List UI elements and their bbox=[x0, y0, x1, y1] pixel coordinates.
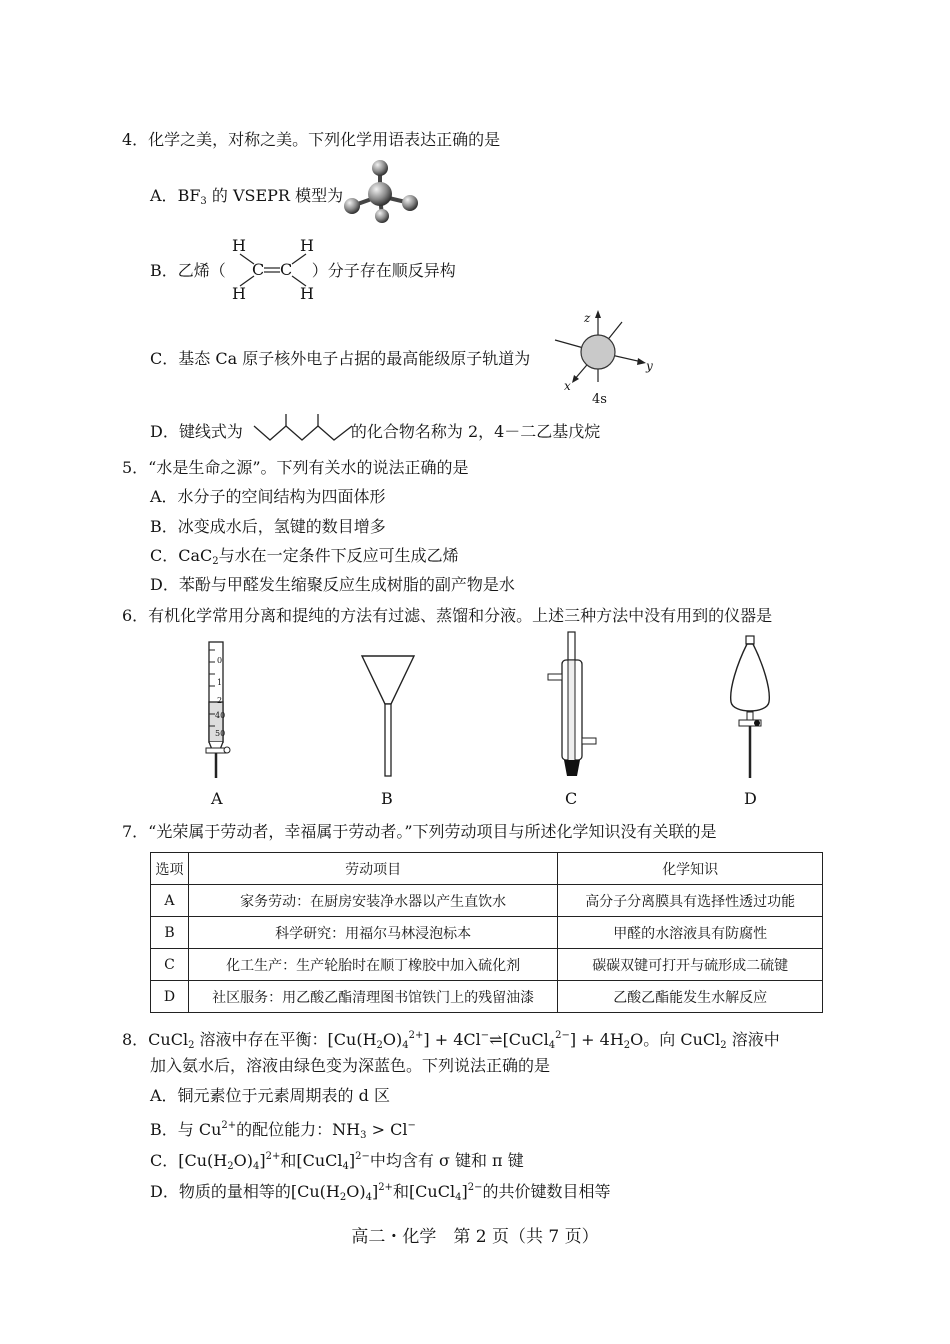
row-label: D bbox=[151, 981, 189, 1013]
q8-stem-line1: 8．CuCl$_2$ 溶液中存在平衡：$[Cu(H_2O)_4^{2+}]$ + 4Cl−⇌[CuCl$_4^{2-}$] + $4H_2O$。向 CuCl$_2$ 溶液中 bbox=[122, 1030, 780, 1051]
skeletal-formula-icon bbox=[252, 414, 358, 446]
row-labor: 科学研究：用福尔马林浸泡标本 bbox=[188, 917, 557, 949]
q6-label-a: A bbox=[211, 789, 223, 808]
burette-mark-50: 50 bbox=[215, 729, 226, 738]
row-labor: 社区服务：用乙酸乙酯清理图书馆铁门上的残留油漆 bbox=[188, 981, 557, 1013]
q8-option-a: A．铜元素位于元素周期表的 d 区 bbox=[150, 1086, 390, 1105]
table-row bbox=[151, 885, 823, 917]
page-footer: 高二・化学 第 2 页（共 7 页） bbox=[351, 1227, 599, 1247]
row-knowledge: 乙酸乙酯能发生水解反应 bbox=[558, 981, 823, 1013]
q4-stem: 4．化学之美，对称之美。下列化学用语表达正确的是 bbox=[122, 130, 501, 149]
q8-stem-line2: 加入氨水后，溶液由绿色变为深蓝色。下列说法正确的是 bbox=[150, 1056, 551, 1075]
q6-label-c: C bbox=[565, 789, 578, 808]
row-knowledge: 甲醛的水溶液具有防腐性 bbox=[558, 917, 823, 949]
q4-option-c: C．基态 Ca 原子核外电子占据的最高能级原子轨道为 bbox=[150, 349, 531, 368]
ethylene-structure: H H C C H H bbox=[232, 236, 314, 303]
row-knowledge: 碳碳双键可打开与硫形成二硫键 bbox=[558, 949, 823, 981]
q8-option-b: B．与 $Cu^{2+}$的配位能力：$NH_3 > Cl^-$ bbox=[150, 1120, 416, 1141]
q8-option-d: D．物质的量相等的$[Cu(H_2O)_4]^{2+}$和[CuCl$_4$]$^{2-}$的共价键数目相等 bbox=[150, 1182, 611, 1203]
table-row bbox=[151, 981, 823, 1013]
labor-knowledge-table bbox=[150, 852, 823, 1013]
row-knowledge: 高分子分离膜具有选择性透过功能 bbox=[558, 885, 823, 917]
orbital-4s-diagram: z y x 4s bbox=[550, 310, 660, 410]
q6-label-d: D bbox=[744, 789, 757, 808]
funnel-icon bbox=[360, 654, 416, 780]
q5-option-b: B．冰变成水后，氢键的数目增多 bbox=[150, 517, 386, 536]
q6-stem: 6．有机化学常用分离和提纯的方法有过滤、蒸馏和分液。上述三种方法中没有用到的仪器是 bbox=[122, 606, 773, 625]
burette-mark-0: 0 bbox=[217, 656, 223, 665]
q6-label-b: B bbox=[381, 789, 393, 808]
q4-option-d: D．键线式为 的化合物名称为 2，4－二乙基戊烷 bbox=[150, 422, 601, 441]
burette-mark-2: 2 bbox=[217, 696, 223, 705]
vsepr-model-icon bbox=[340, 158, 424, 228]
q5-option-a: A．水分子的空间结构为四面体形 bbox=[150, 487, 386, 506]
q8-option-c: C．$[Cu(H_2O)_4]^{2+}$和[CuCl$_4$]$^{2-}$中均含有 σ 键和 π 键 bbox=[150, 1151, 524, 1172]
q5-option-d: D．苯酚与甲醛发生缩聚反应生成树脂的副产物是水 bbox=[150, 575, 515, 594]
burette-mark-40: 40 bbox=[215, 711, 226, 720]
q4-option-a: A．$BF_3$ 的 VSEPR 模型为 bbox=[150, 186, 344, 207]
row-labor: 化工生产：生产轮胎时在顺丁橡胶中加入硫化剂 bbox=[188, 949, 557, 981]
q5-option-c: C．CaC$_2$与水在一定条件下反应可生成乙烯 bbox=[150, 546, 459, 567]
row-label: B bbox=[151, 917, 189, 949]
q7-stem: 7．“光荣属于劳动者，幸福属于劳动者。”下列劳动项目与所述化学知识没有关联的是 bbox=[122, 822, 717, 841]
table-row bbox=[151, 949, 823, 981]
row-label: A bbox=[151, 885, 189, 917]
table-header-row bbox=[151, 853, 823, 885]
q5-stem: 5．“水是生命之源”。下列有关水的说法正确的是 bbox=[122, 458, 469, 477]
condenser-icon bbox=[542, 630, 602, 782]
header-knowledge: 化学知识 bbox=[558, 853, 823, 885]
burette-mark-1: 1 bbox=[217, 678, 223, 687]
row-label: C bbox=[151, 949, 189, 981]
q4-option-b: B．乙烯（ ）分子存在顺反异构 bbox=[150, 261, 456, 280]
separatory-funnel-icon bbox=[725, 634, 775, 782]
header-option: 选项 bbox=[151, 853, 189, 885]
header-labor: 劳动项目 bbox=[188, 853, 557, 885]
row-labor: 家务劳动：在厨房安装净水器以产生直饮水 bbox=[188, 885, 557, 917]
table-row bbox=[151, 917, 823, 949]
